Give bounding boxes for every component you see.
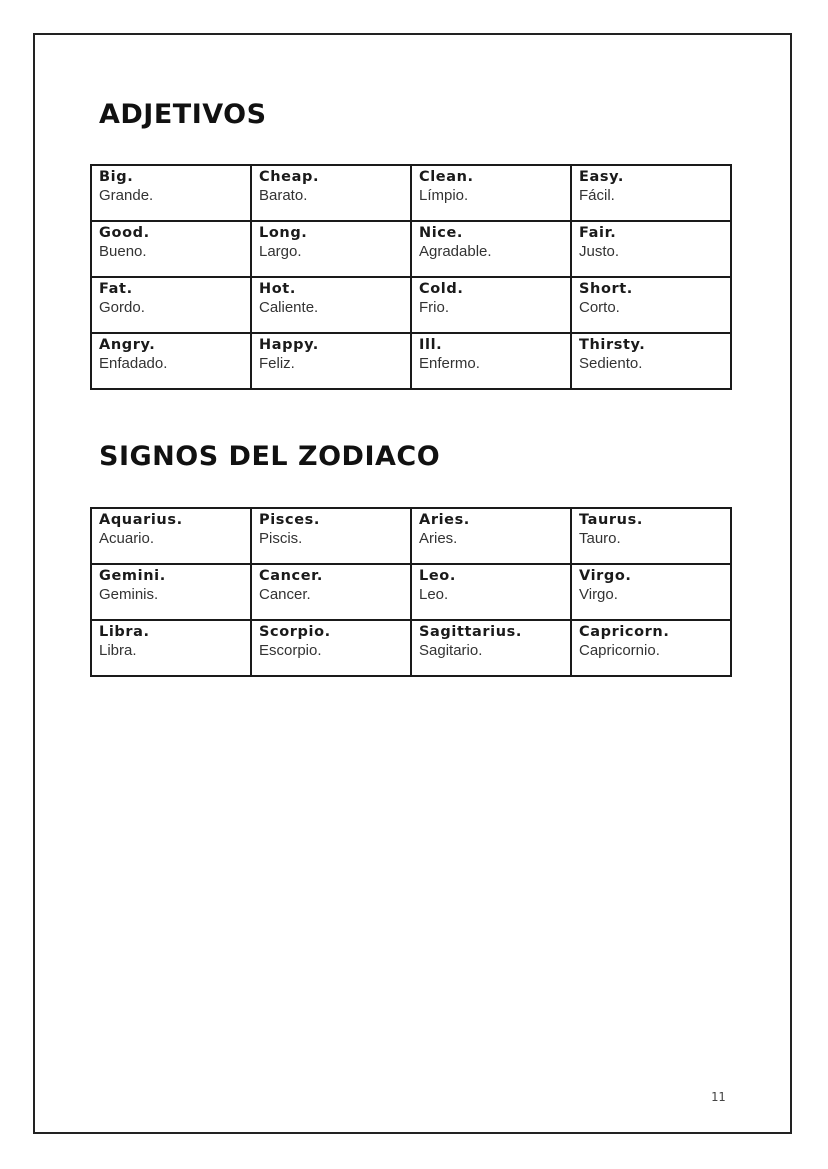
spanish-word: Feliz. (259, 355, 295, 372)
spanish-word: Corto. (579, 299, 620, 316)
vocab-cell (571, 620, 731, 676)
english-word: Capricorn. (579, 624, 670, 640)
spanish-word: Sediento. (579, 355, 643, 372)
spanish-word: Escorpio. (259, 642, 322, 659)
english-word: Libra. (99, 624, 150, 640)
spanish-word: Bueno. (99, 243, 147, 260)
english-word: Fat. (99, 281, 133, 297)
english-word: Cheap. (259, 169, 320, 185)
vocab-cell (571, 333, 731, 389)
vocab-cell (411, 333, 571, 389)
spanish-word: Sagitario. (419, 642, 483, 659)
spanish-word: Agradable. (419, 243, 492, 260)
vocab-cell (91, 277, 251, 333)
table-row (91, 508, 731, 564)
vocab-cell (411, 165, 571, 221)
spanish-word: Tauro. (579, 530, 621, 547)
zodiac-table (90, 507, 732, 677)
table-row (91, 333, 731, 389)
vocab-cell (251, 277, 411, 333)
table-row (91, 620, 731, 676)
page-number: 11 (711, 1090, 726, 1104)
vocab-cell (251, 508, 411, 564)
section-title-signos-del-zodiaco: SIGNOS DEL ZODIACO (99, 441, 441, 472)
english-word: Taurus. (579, 512, 643, 528)
english-word: Cancer. (259, 568, 323, 584)
spanish-word: Frio. (419, 299, 449, 316)
spanish-word: Justo. (579, 243, 620, 260)
vocab-cell (411, 508, 571, 564)
english-word: Pisces. (259, 512, 320, 528)
vocab-cell (571, 277, 731, 333)
english-word: Easy. (579, 169, 624, 185)
vocab-cell (571, 508, 731, 564)
english-word: Nice. (419, 225, 464, 241)
spanish-word: Fácil. (579, 187, 615, 204)
english-word: Happy. (259, 337, 319, 353)
spanish-word: Piscis. (259, 530, 303, 547)
spanish-word: Cancer. (259, 586, 311, 603)
table-row (91, 277, 731, 333)
vocab-cell (91, 620, 251, 676)
spanish-word: Enfadado. (99, 355, 168, 372)
vocab-cell (251, 620, 411, 676)
english-word: Thirsty. (579, 337, 646, 353)
spanish-word: Largo. (259, 243, 302, 260)
spanish-word: Libra. (99, 642, 137, 659)
vocab-cell (411, 564, 571, 620)
english-word: Cold. (419, 281, 464, 297)
spanish-word: Acuario. (99, 530, 155, 547)
english-word: Sagittarius. (419, 624, 523, 640)
vocab-cell (411, 620, 571, 676)
english-word: Long. (259, 225, 308, 241)
english-word: Short. (579, 281, 633, 297)
vocab-cell (91, 165, 251, 221)
vocab-cell (411, 277, 571, 333)
vocab-cell (91, 333, 251, 389)
table-row (91, 165, 731, 221)
english-word: Good. (99, 225, 150, 241)
table-row (91, 564, 731, 620)
spanish-word: Barato. (259, 187, 308, 204)
english-word: Aries. (419, 512, 470, 528)
vocab-cell (571, 564, 731, 620)
english-word: Gemini. (99, 568, 166, 584)
spanish-word: Grande. (99, 187, 154, 204)
vocab-cell (251, 564, 411, 620)
vocab-cell (251, 333, 411, 389)
vocab-cell (251, 221, 411, 277)
english-word: Aquarius. (99, 512, 183, 528)
english-word: Virgo. (579, 568, 632, 584)
vocab-cell (251, 165, 411, 221)
spanish-word: Caliente. (259, 299, 319, 316)
vocab-cell (91, 508, 251, 564)
section-title-adjetivos: ADJETIVOS (99, 99, 267, 130)
spanish-word: Enfermo. (419, 355, 480, 372)
spanish-word: Aries. (419, 530, 458, 547)
vocab-cell (411, 221, 571, 277)
english-word: Fair. (579, 225, 617, 241)
spanish-word: Leo. (419, 586, 449, 603)
spanish-word: Virgo. (579, 586, 618, 603)
spanish-word: Geminis. (99, 586, 159, 603)
vocab-cell (91, 564, 251, 620)
english-word: Angry. (99, 337, 156, 353)
english-word: Leo. (419, 568, 456, 584)
english-word: Big. (99, 169, 134, 185)
vocab-cell (91, 221, 251, 277)
spanish-word: Gordo. (99, 299, 145, 316)
vocab-cell (571, 221, 731, 277)
english-word: Hot. (259, 281, 296, 297)
english-word: Ill. (419, 337, 443, 353)
spanish-word: Límpio. (419, 187, 469, 204)
spanish-word: Capricornio. (579, 642, 660, 659)
english-word: Scorpio. (259, 624, 331, 640)
table-row (91, 221, 731, 277)
vocab-cell (571, 165, 731, 221)
english-word: Clean. (419, 169, 474, 185)
adjetivos-table (90, 164, 732, 390)
